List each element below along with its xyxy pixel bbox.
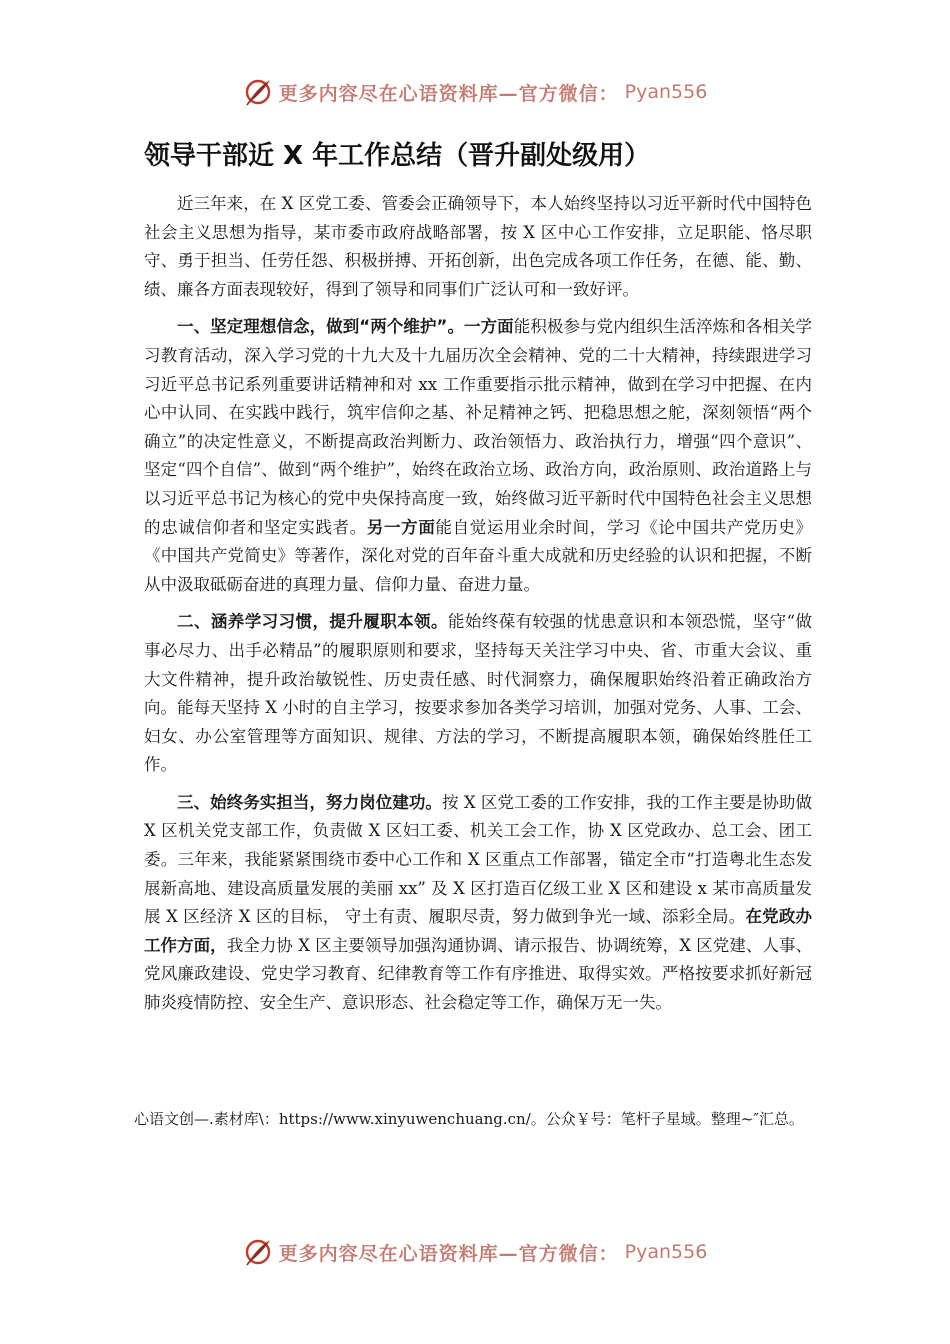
section-3-text-1: 按 X 区党工委的工作安排，我的工作主要是协助做 X 区机关党支部工作，负责做 X 区妇工委、机关工会工作，协 X 区党政办、总工会、团工委。三年来，我能紧紧围绕市委中心工作和 X 区重点工作部署，锚定全市“打造粤北生态发展新高地、建设高质量发展的美丽 xx” 及 X 区打造百亿级工业 X 区和建设 x 某市高质量发展 X 区经济 X 区的目标， 守土有责、履职尽责，努力做到争光一域、添彩全局。 bbox=[144, 792, 812, 927]
feather-pen-logo-icon bbox=[243, 1237, 273, 1267]
section-3-paragraph bbox=[144, 789, 812, 1018]
section-3-heading: 三、始终务实担当，努力岗位建功。 bbox=[177, 792, 442, 812]
section-1-paragraph bbox=[144, 313, 812, 599]
section-3-text-2: 我全力协 X 区主要领导加强沟通协调、请示报告、协调统筹，X 区党建、人事、党风廉政建设、党史学习教育、纪律教育等工作有序推进、取得实效。严格按要求抓好新冠肺炎疫情防控、安全生产、意识形态、社会稳定等工作，确保万无一失。 bbox=[144, 935, 813, 1013]
section-2-text: 能始终葆有较强的忧患意识和本领恐慌，坚守“做事必尽力、出手必精品”的履职原则和要求，坚持每天关注学习中央、省、市重大会议、重大文件精神，提升政治敏锐性、历史责任感、时代洞察力，确保履职始终沿着正确政治方向。能每天坚持 X 小时的自主学习，按要求参加各类学习培训，加强对党务、人事、工会、妇女、办公室管理等方面知识、规律、方法的学习，不断提高履职本领，确保始终胜任工作。 bbox=[144, 612, 813, 775]
section-2-heading: 二、涵养学习习惯，提升履职本领。 bbox=[177, 612, 448, 632]
section-1-lead-1: 一方面 bbox=[464, 317, 514, 337]
document-title: 领导干部近 X 年工作总结（晋升副处级用） bbox=[144, 141, 651, 171]
top-banner-inner bbox=[243, 77, 708, 107]
section-2-paragraph bbox=[144, 608, 812, 780]
section-1-text-2: 能自觉运用业余时间，学习《论中国共产党历史》《中国共产党简史》等著作，深化对党的百年奋斗重大成就和历史经验的认识和把握，不断从中汲取砥砺奋进的真理力量、信仰力量、奋进力量。 bbox=[144, 517, 813, 594]
banner-text: 更多内容尽在心语资料库—官方微信： bbox=[278, 1242, 619, 1265]
banner-wechat-id: Pyan556 bbox=[624, 1241, 708, 1263]
banner-text: 更多内容尽在心语资料库—官方微信： bbox=[278, 82, 619, 105]
feather-pen-logo-icon bbox=[243, 77, 273, 107]
banner-wechat-id: Pyan556 bbox=[624, 81, 708, 103]
document-body bbox=[144, 190, 812, 1027]
footer-source-note: 心语文创—.素材库\：https://www.xinyuwenchuang.cn/。公众￥号：笔杆子星域。整理~″汇总。 bbox=[134, 1110, 804, 1128]
section-1-heading: 一、坚定理想信念，做到“两个维护”。 bbox=[177, 317, 465, 337]
section-1-lead-2: 另一方面 bbox=[366, 517, 436, 537]
top-banner bbox=[0, 72, 950, 112]
bottom-banner-inner bbox=[243, 1237, 708, 1267]
intro-paragraph: 近三年来，在 X 区党工委、管委会正确领导下，本人始终坚持以习近平新时代中国特色社会主义思想为指导，某市委市政府战略部署，按 X 区中心工作安排，立足职能、恪尽职守、勇于担当、任劳任怨、积极拼搏、开拓创新，出色完成各项工作任务，在德、能、勤、绩、廉各方面表现较好，得到了领导和同事们广泛认可和一致好评。 bbox=[144, 194, 812, 299]
section-3-lead: 在党政办工作方面， bbox=[144, 907, 813, 955]
section-1-text-1: 能积极参与党内组织生活淬炼和各相关学习教育活动，深入学习党的十九大及十九届历次全会精神、党的二十大精神，持续跟进学习习近平总书记系列重要讲话精神和对 xx 工作重要指示批示精神，做到在学习中把握、在内心中认同、在实践中践行，筑牢信仰之基、补足精神之钙、把稳思想之舵，深刻领悟“两个确立”的决定性意义，不断提高政治判断力、政治领悟力、政治执行力，增强“四个意识”、坚定“四个自信”、做到“两个维护”，始终在政治立场、政治方向，政治原则、政治道路上与以习近平总书记为核心的党中央保持高度一致，始终做习近平新时代中国特色社会主义思想的忠诚信仰者和坚定实践者。 bbox=[144, 317, 813, 537]
bottom-banner bbox=[0, 1232, 950, 1272]
